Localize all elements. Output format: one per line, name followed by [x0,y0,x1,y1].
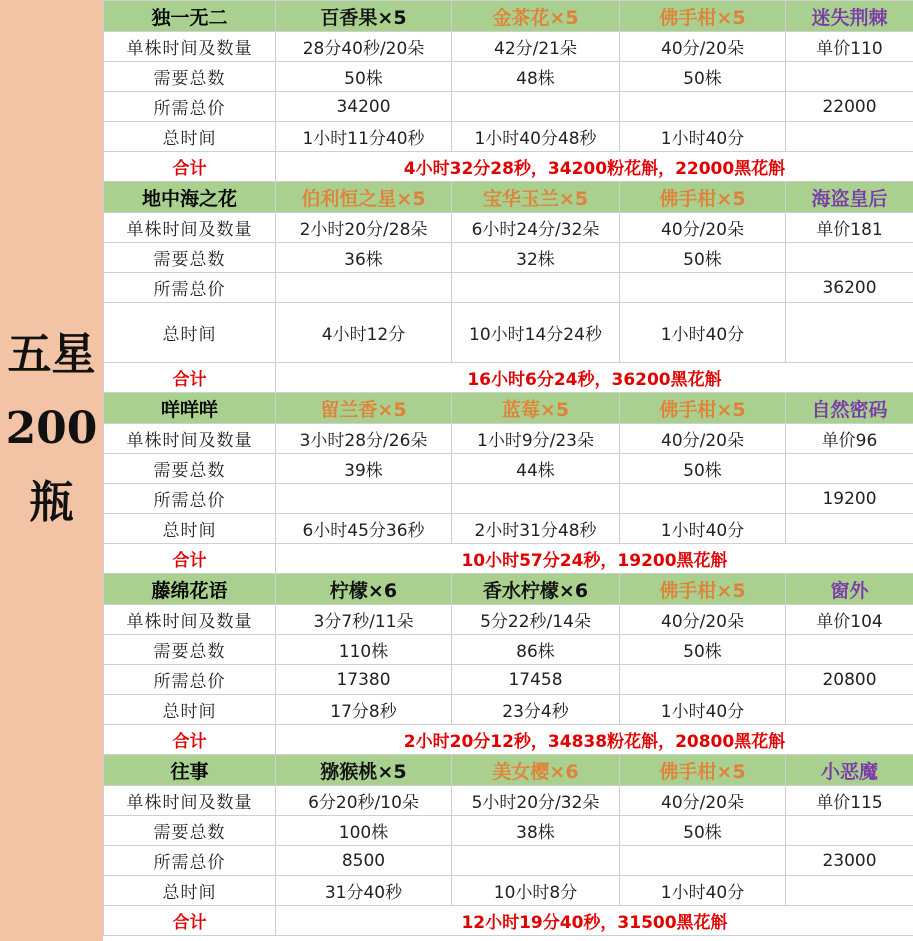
total-label: 合计 [104,544,276,574]
item-name: 蓝莓×5 [452,393,620,424]
total-value: 16小时6分24秒，36200黑花斛 [276,363,913,393]
cell-time [786,876,913,906]
group-header-row [104,755,913,786]
total-value: 10小时57分24秒，19200黑花斛 [276,544,913,574]
row-time [104,303,913,363]
row-label: 单株时间及数量 [104,32,276,62]
cell-price [452,484,620,514]
cell-need: 38株 [452,816,620,846]
cell-need: 50株 [620,816,786,846]
row-label: 所需总价 [104,273,276,303]
row-label: 单株时间及数量 [104,424,276,454]
flower-table [103,0,913,936]
row-price [104,846,913,876]
row-need [104,454,913,484]
cell-time: 1小时40分 [620,122,786,152]
group-name: 地中海之花 [104,182,276,213]
total-row [104,906,913,936]
cell-unit: 28分40秒/20朵 [276,32,452,62]
item-name: 小恶魔 [786,755,913,786]
cell-price [452,273,620,303]
cell-need: 32株 [452,243,620,273]
cell-price: 36200 [786,273,913,303]
row-label: 单株时间及数量 [104,786,276,816]
cell-need: 39株 [276,454,452,484]
row-label: 单株时间及数量 [104,213,276,243]
cell-price [452,846,620,876]
cell-need: 48株 [452,62,620,92]
item-name: 金茶花×5 [452,1,620,32]
row-price [104,92,913,122]
cell-unit: 40分/20朵 [620,786,786,816]
cell-unit: 单价110 [786,32,913,62]
cell-price [620,665,786,695]
cell-time: 1小时40分48秒 [452,122,620,152]
row-unit [104,786,913,816]
row-label: 需要总数 [104,816,276,846]
item-name: 宝华玉兰×5 [452,182,620,213]
cell-unit: 1小时9分/23朵 [452,424,620,454]
cell-time [786,122,913,152]
cell-time: 1小时40分 [620,876,786,906]
cell-unit: 3小时28分/26朵 [276,424,452,454]
total-row [104,725,913,755]
item-name: 香水柠檬×6 [452,574,620,605]
cell-time: 6小时45分36秒 [276,514,452,544]
group-name: 独一无二 [104,1,276,32]
item-name: 佛手柑×5 [620,755,786,786]
item-name: 留兰香×5 [276,393,452,424]
side-panel [0,0,103,941]
total-label: 合计 [104,363,276,393]
cell-need: 36株 [276,243,452,273]
item-name: 窗外 [786,574,913,605]
cell-unit: 单价181 [786,213,913,243]
item-name: 百香果×5 [276,1,452,32]
group-header-row [104,393,913,424]
item-name: 佛手柑×5 [620,1,786,32]
cell-unit: 6分20秒/10朵 [276,786,452,816]
item-name: 迷失荆棘 [786,1,913,32]
row-price [104,484,913,514]
group-name: 往事 [104,755,276,786]
item-name: 海盗皇后 [786,182,913,213]
cell-price: 17458 [452,665,620,695]
cell-unit: 2小时20分/28朵 [276,213,452,243]
row-time [104,122,913,152]
cell-price [276,273,452,303]
row-label: 需要总数 [104,454,276,484]
cell-unit: 42分/21朵 [452,32,620,62]
cell-price: 20800 [786,665,913,695]
cell-need: 50株 [620,62,786,92]
row-label: 单株时间及数量 [104,605,276,635]
row-need [104,816,913,846]
cell-unit: 6小时24分/32朵 [452,213,620,243]
row-label: 需要总数 [104,62,276,92]
cell-time: 10小时14分24秒 [452,303,620,363]
cell-time: 17分8秒 [276,695,452,725]
cell-time: 4小时12分 [276,303,452,363]
cell-need [786,635,913,665]
row-unit [104,32,913,62]
row-label: 所需总价 [104,665,276,695]
cell-need: 110株 [276,635,452,665]
cell-time [786,303,913,363]
row-price [104,665,913,695]
cell-price [276,484,452,514]
total-row [104,152,913,182]
item-name: 佛手柑×5 [620,574,786,605]
side-title: 五星200瓶 [5,329,98,528]
cell-price: 22000 [786,92,913,122]
total-label: 合计 [104,906,276,936]
row-label: 所需总价 [104,484,276,514]
row-need [104,62,913,92]
cell-unit: 5小时20分/32朵 [452,786,620,816]
row-unit [104,213,913,243]
cell-time: 10小时8分 [452,876,620,906]
cell-price [620,846,786,876]
cell-unit: 单价104 [786,605,913,635]
group-header-row [104,574,913,605]
item-name: 美女樱×6 [452,755,620,786]
cell-need: 50株 [620,243,786,273]
cell-time: 23分4秒 [452,695,620,725]
row-time [104,876,913,906]
row-label: 总时间 [104,876,276,906]
group-name: 咩咩咩 [104,393,276,424]
cell-time: 1小时40分 [620,514,786,544]
group-header-row [104,182,913,213]
cell-price: 34200 [276,92,452,122]
cell-unit: 5分22秒/14朵 [452,605,620,635]
cell-need: 44株 [452,454,620,484]
item-name: 伯利恒之星×5 [276,182,452,213]
cell-unit: 40分/20朵 [620,424,786,454]
row-label: 需要总数 [104,635,276,665]
row-unit [104,605,913,635]
cell-unit: 3分7秒/11朵 [276,605,452,635]
item-name: 柠檬×6 [276,574,452,605]
cell-price [452,92,620,122]
group-header-row [104,1,913,32]
cell-need: 50株 [620,635,786,665]
cell-price: 19200 [786,484,913,514]
total-row [104,363,913,393]
row-label: 总时间 [104,695,276,725]
row-label: 总时间 [104,122,276,152]
cell-unit: 40分/20朵 [620,213,786,243]
row-unit [104,424,913,454]
cell-price [620,484,786,514]
total-row [104,544,913,574]
row-label: 总时间 [104,514,276,544]
cell-price: 8500 [276,846,452,876]
cell-time [786,695,913,725]
cell-need: 50株 [620,454,786,484]
row-time [104,695,913,725]
total-label: 合计 [104,152,276,182]
cell-unit: 单价115 [786,786,913,816]
item-name: 猕猴桃×5 [276,755,452,786]
row-label: 所需总价 [104,92,276,122]
total-value: 4小时32分28秒，34200粉花斛，22000黑花斛 [276,152,913,182]
cell-need: 100株 [276,816,452,846]
total-value: 2小时20分12秒，34838粉花斛，20800黑花斛 [276,725,913,755]
row-label: 所需总价 [104,846,276,876]
cell-time: 2小时31分48秒 [452,514,620,544]
cell-price: 23000 [786,846,913,876]
cell-unit: 单价96 [786,424,913,454]
total-value: 12小时19分40秒，31500黑花斛 [276,906,913,936]
cell-need: 50株 [276,62,452,92]
row-label: 需要总数 [104,243,276,273]
row-time [104,514,913,544]
cell-time: 31分40秒 [276,876,452,906]
cell-unit: 40分/20朵 [620,605,786,635]
cell-need [786,243,913,273]
cell-time [786,514,913,544]
cell-need [786,62,913,92]
cell-price [620,273,786,303]
cell-time: 1小时40分 [620,303,786,363]
row-label: 总时间 [104,303,276,363]
item-name: 佛手柑×5 [620,393,786,424]
cell-time: 1小时11分40秒 [276,122,452,152]
row-need [104,243,913,273]
cell-need [786,454,913,484]
total-label: 合计 [104,725,276,755]
row-need [104,635,913,665]
group-name: 藤绵花语 [104,574,276,605]
cell-unit: 40分/20朵 [620,32,786,62]
item-name: 佛手柑×5 [620,182,786,213]
cell-need [786,816,913,846]
item-name: 自然密码 [786,393,913,424]
cell-need: 86株 [452,635,620,665]
cell-time: 1小时40分 [620,695,786,725]
row-price [104,273,913,303]
cell-price [620,92,786,122]
cell-price: 17380 [276,665,452,695]
